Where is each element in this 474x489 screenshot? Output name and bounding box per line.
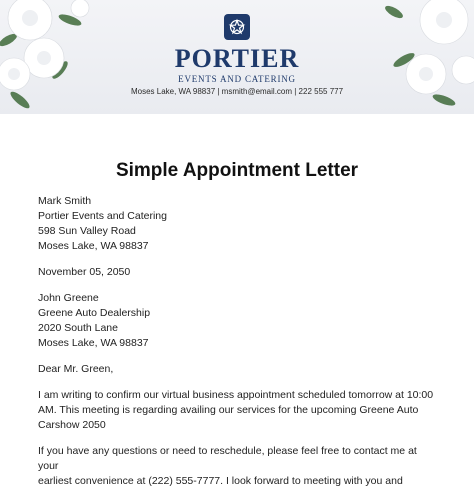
letterhead-banner [0, 0, 474, 114]
salutation: Dear Mr. Green, [38, 363, 114, 375]
brand-tagline: EVENTS AND CATERING [178, 74, 296, 84]
sender-line: Mark Smith [38, 195, 92, 207]
recipient-line: 2020 South Lane [38, 322, 118, 334]
letter-date: November 05, 2050 [38, 266, 131, 278]
letter-body [38, 194, 434, 489]
paragraph-line: If you have any questions or need to reschedule, please feel free to contact me at your [38, 445, 417, 472]
paragraph-line: Carshow 2050 [38, 419, 106, 431]
company-logo [0, 14, 474, 84]
sender-line: Portier Events and Catering [38, 210, 167, 222]
sender-line: Moses Lake, WA 98837 [38, 240, 149, 252]
contact-line: Moses Lake, WA 98837 | msmith@email.com | 222 555 777 [130, 87, 344, 96]
paragraph-confirmation [38, 388, 434, 433]
recipient-line: Greene Auto Dealership [38, 307, 151, 319]
sender-line: 598 Sun Valley Road [38, 225, 136, 237]
recipient-line: Moses Lake, WA 98837 [38, 337, 149, 349]
recipient-address [38, 291, 434, 351]
paragraph-contact [38, 444, 434, 489]
star-emblem-icon [224, 14, 250, 40]
brand-name: PORTIER [174, 44, 300, 73]
paragraph-line: I am writing to confirm our virtual business appointment scheduled tomorrow at 10:00 [38, 389, 434, 401]
paragraph-line: AM. This meeting is regarding availing our services for the upcoming Greene Auto [38, 404, 419, 416]
sender-address [38, 194, 434, 254]
document-title: Simple Appointment Letter [115, 160, 359, 181]
paragraph-line: earliest convenience at (222) 555-7777. I look forward to meeting with you and [38, 475, 403, 487]
recipient-line: John Greene [38, 292, 99, 304]
